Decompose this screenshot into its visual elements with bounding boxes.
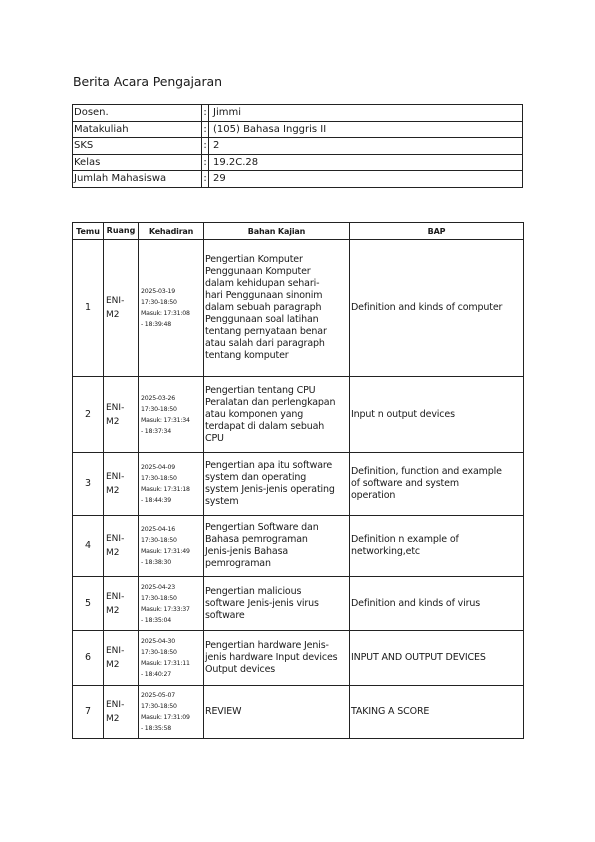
info-row — [73, 121, 523, 138]
info-separator: : — [202, 138, 209, 155]
bap-line: of software and system — [351, 478, 459, 489]
ru-line: M2 — [106, 548, 120, 558]
bap-line: Definition, function and example — [351, 466, 502, 477]
bah-line: Pengertian tentang CPU — [205, 384, 316, 396]
ru-line: M2 — [106, 660, 120, 670]
info-label: Matakuliah — [73, 121, 202, 138]
table-row — [73, 686, 524, 739]
bap-line: Input n output devices — [351, 408, 455, 420]
bah-line: Pengertian malicious — [205, 585, 302, 597]
keh-line: 17:30-18:50 — [141, 299, 177, 306]
table-row — [73, 377, 524, 453]
bap-cell — [350, 686, 524, 739]
meeting-number: 4 — [73, 516, 104, 577]
room-cell — [104, 377, 139, 453]
ru-line: ENI- — [106, 700, 125, 710]
bah-line: Pengertian Software dan — [205, 522, 319, 533]
bah-line: atau salah dari paragraph — [205, 338, 325, 349]
keh-line: 2025-04-23 — [141, 583, 175, 591]
keh-line: 2025-04-30 — [141, 638, 175, 645]
header-bap: BAP — [350, 223, 524, 240]
bah-line: hari Penggunaan sinonim — [205, 290, 323, 301]
info-value: (105) Bahasa Inggris II — [209, 121, 523, 138]
bah-line: Pengertian Komputer — [205, 254, 303, 265]
keh-line: 2025-04-09 — [141, 464, 175, 471]
header-ruang: Ruang — [104, 223, 139, 240]
ru-line: ENI- — [106, 591, 125, 602]
teaching-log-table — [72, 222, 524, 739]
bah-line: CPU — [205, 432, 224, 444]
table-header-row — [73, 223, 524, 240]
keh-line: 17:30-18:50 — [141, 475, 177, 482]
bah-line: Output devices — [205, 664, 276, 675]
bah-line: atau komponen yang — [205, 408, 304, 420]
keh-line: 2025-05-07 — [141, 692, 175, 699]
table-row — [73, 453, 524, 516]
bah-line: tentang pernyataan benar — [205, 326, 327, 337]
bah-line: software Jenis-jenis virus — [205, 597, 319, 609]
bap-line: Definition n example of — [351, 534, 459, 545]
info-value: 29 — [209, 171, 523, 188]
bap-cell — [350, 377, 524, 453]
keh-line: - 18:40:27 — [141, 671, 171, 678]
bah-line: tentang komputer — [205, 350, 289, 361]
attendance-cell — [139, 377, 204, 453]
ru-line: ENI- — [106, 534, 125, 544]
info-row — [73, 105, 523, 122]
keh-line: 2025-04-16 — [141, 526, 175, 533]
study-material-cell — [204, 240, 350, 377]
bah-line: Penggunaan Komputer — [205, 266, 311, 277]
ru-line: ENI- — [106, 296, 125, 306]
header-temu: Temu — [73, 223, 104, 240]
keh-line: 17:30-18:50 — [141, 703, 177, 710]
meeting-number: 5 — [73, 577, 104, 631]
bah-line: software — [205, 609, 245, 621]
table-row — [73, 516, 524, 577]
header-bahan-kajian: Bahan Kajian — [204, 223, 350, 240]
bap-line: Definition and kinds of computer — [351, 302, 503, 313]
bah-line: jenis hardware Input devices — [205, 652, 338, 663]
room-cell — [104, 631, 139, 686]
bap-line: operation — [351, 490, 396, 501]
meeting-number: 6 — [73, 631, 104, 686]
bap-cell — [350, 453, 524, 516]
bap-cell — [350, 240, 524, 377]
study-material-cell — [204, 516, 350, 577]
info-value: Jimmi — [209, 105, 523, 122]
keh-line: - 18:38:30 — [141, 559, 171, 566]
meeting-number: 1 — [73, 240, 104, 377]
table-row — [73, 631, 524, 686]
bap-cell — [350, 516, 524, 577]
bap-line: INPUT AND OUTPUT DEVICES — [351, 652, 486, 663]
keh-line: Masuk: 17:31:49 — [141, 548, 190, 555]
table-row — [73, 240, 524, 377]
meeting-number: 2 — [73, 377, 104, 453]
bap-line: TAKING A SCORE — [351, 706, 430, 717]
info-row — [73, 138, 523, 155]
ru-line: ENI- — [106, 402, 125, 413]
bap-cell — [350, 631, 524, 686]
page-title: Berita Acara Pengajaran — [73, 74, 222, 89]
bah-line: Peralatan dan perlengkapan — [205, 396, 336, 408]
bah-line: Jenis-jenis Bahasa — [205, 546, 289, 557]
bah-line: pemrograman — [205, 558, 271, 569]
room-cell — [104, 516, 139, 577]
attendance-cell — [139, 453, 204, 516]
keh-line: - 18:35:58 — [141, 725, 171, 732]
ru-line: M2 — [106, 416, 120, 427]
ru-line: M2 — [106, 714, 120, 724]
bap-line: networking,etc — [351, 546, 420, 557]
meeting-number: 7 — [73, 686, 104, 739]
ru-line: ENI- — [106, 472, 125, 482]
attendance-cell — [139, 631, 204, 686]
keh-line: - 18:37:34 — [141, 427, 171, 435]
meeting-number: 3 — [73, 453, 104, 516]
info-separator: : — [202, 105, 209, 122]
info-label: Dosen. — [73, 105, 202, 122]
info-separator: : — [202, 121, 209, 138]
info-row — [73, 154, 523, 171]
info-separator: : — [202, 154, 209, 171]
room-cell — [104, 577, 139, 631]
keh-line: - 18:39:48 — [141, 321, 171, 328]
info-row — [73, 171, 523, 188]
study-material-cell — [204, 577, 350, 631]
info-label: Jumlah Mahasiswa — [73, 171, 202, 188]
room-cell — [104, 240, 139, 377]
attendance-cell — [139, 577, 204, 631]
bah-line: system dan operating — [205, 472, 307, 483]
bah-line: REVIEW — [205, 706, 242, 717]
keh-line: Masuk: 17:31:11 — [141, 660, 190, 667]
bap-line: Definition and kinds of virus — [351, 597, 481, 609]
room-cell — [104, 686, 139, 739]
table-row — [73, 577, 524, 631]
bah-line: Pengertian hardware Jenis- — [205, 640, 329, 651]
keh-line: Masuk: 17:31:34 — [141, 416, 190, 424]
study-material-cell — [204, 453, 350, 516]
info-label: SKS — [73, 138, 202, 155]
ru-line: M2 — [106, 605, 120, 616]
keh-line: 17:30-18:50 — [141, 649, 177, 656]
attendance-cell — [139, 686, 204, 739]
bah-line: terdapat di dalam sebuah — [205, 420, 325, 432]
study-material-cell — [204, 377, 350, 453]
keh-line: 17:30-18:50 — [141, 537, 177, 544]
keh-line: - 18:44:39 — [141, 497, 171, 504]
bah-line: Penggunaan soal latihan — [205, 314, 319, 325]
ru-line: ENI- — [106, 646, 125, 656]
room-cell — [104, 453, 139, 516]
keh-line: 2025-03-26 — [141, 394, 175, 402]
keh-line: - 18:35:04 — [141, 616, 171, 624]
keh-line: Masuk: 17:31:09 — [141, 714, 190, 721]
keh-line: Masuk: 17:33:37 — [141, 605, 190, 613]
info-separator: : — [202, 171, 209, 188]
keh-line: 2025-03-19 — [141, 288, 175, 295]
bah-line: dalam sebuah paragraph — [205, 302, 322, 313]
bah-line: Bahasa pemrograman — [205, 534, 308, 545]
info-table — [72, 104, 523, 188]
ru-line: M2 — [106, 310, 120, 320]
ru-line: M2 — [106, 486, 120, 496]
info-label: Kelas — [73, 154, 202, 171]
attendance-cell — [139, 240, 204, 377]
keh-line: Masuk: 17:31:18 — [141, 486, 190, 493]
study-material-cell — [204, 631, 350, 686]
keh-line: 17:30-18:50 — [141, 405, 177, 413]
bap-cell — [350, 577, 524, 631]
bah-line: system Jenis-jenis operating — [205, 484, 335, 495]
info-value: 2 — [209, 138, 523, 155]
bah-line: system — [205, 496, 239, 507]
attendance-cell — [139, 516, 204, 577]
info-value: 19.2C.28 — [209, 154, 523, 171]
bah-line: Pengertian apa itu software — [205, 460, 333, 471]
keh-line: Masuk: 17:31:08 — [141, 310, 190, 317]
header-kehadiran: Kehadiran — [139, 223, 204, 240]
study-material-cell — [204, 686, 350, 739]
keh-line: 17:30-18:50 — [141, 594, 177, 602]
bah-line: dalam kehidupan sehari- — [205, 278, 320, 289]
